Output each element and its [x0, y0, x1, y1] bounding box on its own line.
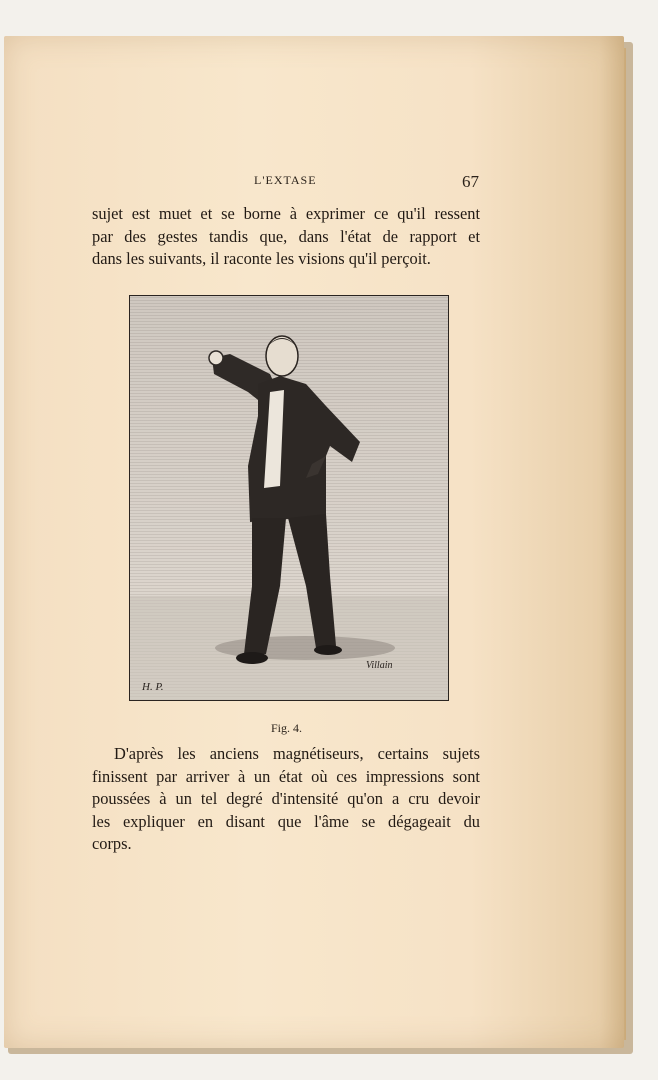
running-head: L'EXTASE [254, 173, 317, 187]
top-paragraph [92, 203, 480, 271]
head [266, 336, 298, 376]
engraving-illustration [130, 296, 448, 700]
figure-caption: Fig. 4. [271, 721, 303, 735]
text-line: sujet est muet et se borne à exprimer ce qu'il ressent [92, 204, 480, 223]
engraver-monogram: H. P. [142, 681, 164, 693]
text-line: finissent par arriver à un état où ces impressions sont [92, 766, 480, 786]
text-line: par des gestes tandis que, dans l'état de rapport et [92, 226, 480, 246]
figure-engraving [129, 295, 449, 701]
bottom-paragraph [92, 743, 480, 856]
right-shoe [314, 645, 342, 655]
artist-signature: Villain [366, 660, 393, 671]
text-line: dans les suivants, il raconte les visions qu'il perçoit. [92, 249, 431, 268]
text-line: poussées à un tel degré d'intensité qu'on a cru devoir [92, 789, 480, 808]
left-shoe [236, 652, 268, 664]
text-line: corps. [92, 834, 132, 853]
text-line: D'après les anciens magnétiseurs, certains sujets [114, 744, 480, 763]
jacket [248, 376, 360, 522]
text-line: les expliquer en disant que l'âme se dégageait du [92, 811, 480, 831]
fist [209, 351, 223, 365]
page-number: 67 [462, 172, 479, 191]
